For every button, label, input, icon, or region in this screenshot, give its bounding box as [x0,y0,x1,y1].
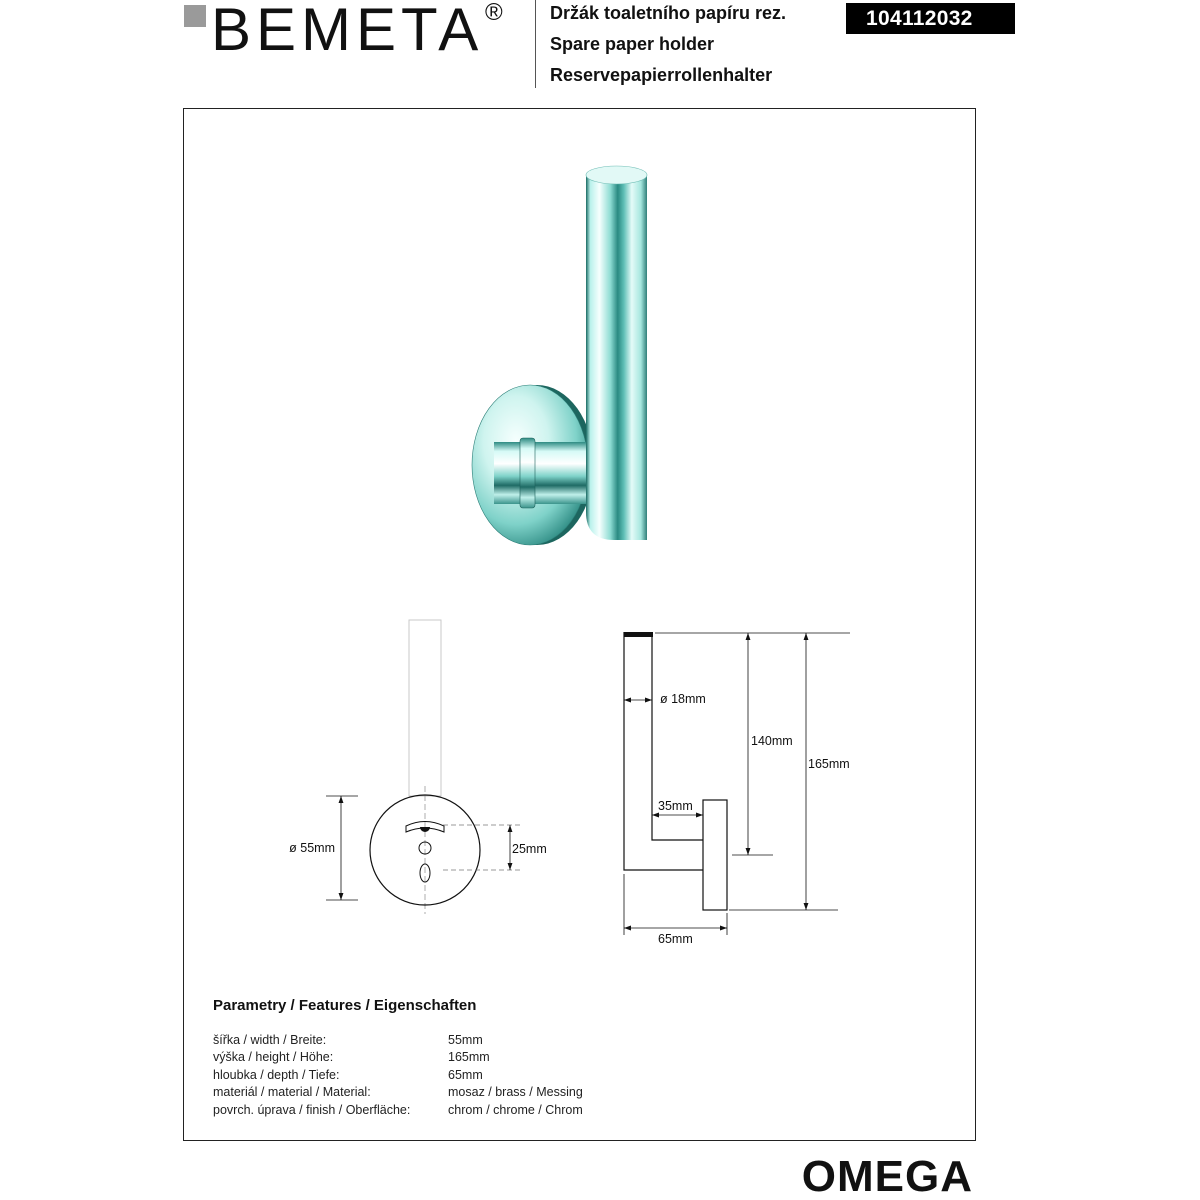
plate-diameter-label: ø 55mm [289,841,335,855]
depth-label: 65mm [658,932,693,946]
feature-label: materiál / material / Material: [213,1085,371,1100]
total-height-label: 165mm [808,757,850,771]
side-view-holder-outline [624,632,703,870]
product-code: 104112032 [866,7,973,30]
feature-label: hloubka / depth / Tiefe: [213,1067,340,1082]
feature-value: mosaz / brass / Messing [448,1085,583,1100]
product-image [472,166,647,545]
feature-value: chrom / chrome / Chrom [448,1102,583,1117]
feature-row-finish [213,1102,583,1119]
side-view-rod-top-cap [624,632,653,637]
holder-rod-top-cap [586,166,647,184]
features-heading: Parametry / Features / Eigenschaften [213,997,477,1014]
front-view-drawing [289,620,547,914]
title-english: Spare paper holder [550,34,715,54]
feature-value: 65mm [448,1067,483,1082]
feature-value: 165mm [448,1050,490,1065]
feature-row-width [213,1032,483,1049]
side-view-drawing [624,632,850,946]
holder-rod [586,175,647,540]
brand-logo-text: BEMETA [211,0,484,63]
feature-row-depth [213,1067,483,1084]
front-view-rod-outline [409,620,441,796]
projection-label: 35mm [658,799,693,813]
mounting-slot-notch [420,827,430,832]
title-german: Reservepapierrollenhalter [550,65,773,85]
series-name: OMEGA [801,1152,973,1200]
feature-row-height [213,1049,490,1066]
feature-value: 55mm [448,1033,483,1047]
side-view-wall-plate [703,800,727,910]
rod-length-label: 140mm [751,734,793,748]
rod-diameter-label: ø 18mm [660,692,706,706]
feature-label: povrch. úprava / finish / Oberfläche: [213,1102,411,1117]
registered-mark: ® [485,0,503,26]
hole-spacing-label: 25mm [512,842,547,856]
feature-row-material [213,1084,583,1101]
holder-arm [494,442,600,504]
feature-label: šířka / width / Breite: [213,1033,327,1047]
holder-arm-sleeve [520,438,535,508]
feature-label: výška / height / Höhe: [213,1050,334,1065]
title-czech: Držák toaletního papíru rez. [550,3,787,23]
